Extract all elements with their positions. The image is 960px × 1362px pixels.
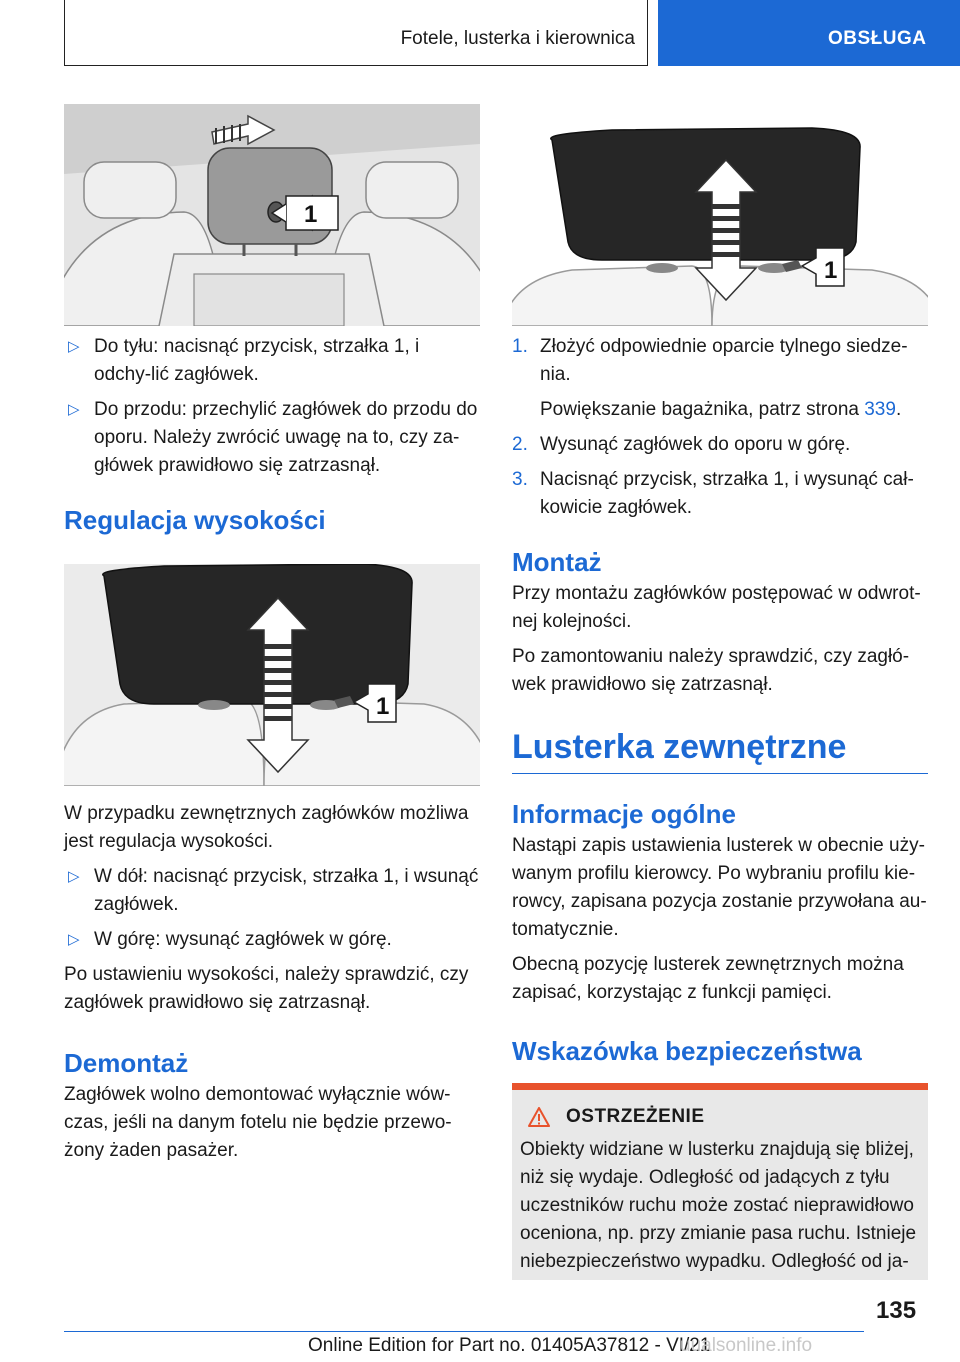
header-chapter-tab-label: OBSŁUGA (828, 28, 927, 49)
page-number: 135 (876, 1297, 917, 1324)
header-section-box (64, 0, 648, 66)
mount-text-1: Przy montażu zagłówków postępować w odwrot-nej kolejności. (512, 583, 921, 632)
figure-headrest-tilt (64, 104, 480, 326)
height-after-text: Po ustawieniu wysokości, należy sprawdzić, czy zagłówek prawidłowo się zatrzasnął. (64, 964, 469, 1013)
warning-text: Obiekty widziane w lusterku znajdują się bliżej, niż się wydaje. Odległość od jadących z tyłu uczestników ruchu może zostać nieprawidłowo oceniona, np. przy zmianie pasa ruchu. Istnieje niebezpieczeństwo wypadku. Odległość od ja- (520, 1139, 917, 1272)
height-intro-text: W przypadku zewnętrznych zagłówków możliwa jest regulacja wysokości. (64, 803, 469, 852)
heading-safety-note: Wskazówka bezpieczeństwa (512, 1036, 862, 1066)
bullet-triangle-icon: ▷ (68, 401, 80, 418)
warning-triangle-icon (528, 1107, 550, 1127)
footer-watermark: uualsonline.info (680, 1335, 813, 1356)
bullet-triangle-icon: ▷ (68, 338, 80, 355)
svg-text:1: 1 (824, 257, 838, 284)
heading-general-info: Informacje ogólne (512, 799, 736, 829)
bullet-triangle-icon: ▷ (68, 931, 80, 948)
left-column (64, 104, 480, 1165)
svg-text:1: 1 (376, 693, 390, 720)
warning-box (512, 1083, 928, 1280)
page-link-339[interactable]: 339 (864, 399, 896, 420)
general-text-2: Obecną pozycję lusterek zewnętrznych można zapisać, korzystając z funkcji pamięci. (512, 954, 904, 1003)
footer-edition: Online Edition for Part no. 01405A37812 - VI/21 (308, 1335, 711, 1356)
header-section-title: Fotele, lusterka i kierownica (400, 28, 635, 49)
removal-text: Zagłówek wolno demontować wyłącznie wów-czas, jeśli na danym fotelu nie będzie przewo-żony żaden pasażer. (64, 1084, 452, 1161)
bullet-triangle-icon: ▷ (68, 868, 80, 885)
heading-height-adjustment: Regulacja wysokości (64, 505, 326, 535)
figure-headrest-removal (512, 104, 928, 326)
list-item: ▷ W dół: nacisnąć przycisk, strzałka 1, i wsunąć zagłówek. (64, 863, 480, 919)
removal-steps-list (512, 333, 928, 522)
list-item: ▷ Do tyłu: nacisnąć przycisk, strzałka 1, i odchy-lić zagłówek. (64, 333, 480, 389)
list-item: ▷ Do przodu: przechylić zagłówek do przodu do oporu. Należy zwrócić uwagę na to, czy za-główek prawidłowo się zatrzasnął. (64, 396, 480, 480)
header-chapter-tab[interactable] (658, 0, 960, 66)
right-column (512, 104, 928, 1280)
list-item: 3. Nacisnąć przycisk, strzałka 1, i wysunąć cał-kowicie zagłówek. (512, 469, 914, 518)
list-item: ▷ W górę: wysunąć zagłówek w górę. (64, 926, 480, 954)
tilt-bullet-list (64, 333, 480, 480)
chapter-rule (512, 773, 928, 774)
warning-label: OSTRZEŻENIE (566, 1106, 705, 1127)
heading-mounting: Montaż (512, 547, 602, 577)
mount-text-2: Po zamontowaniu należy sprawdzić, czy zagłó-wek prawidłowo się zatrzasnął. (512, 646, 910, 695)
height-bullet-list (64, 863, 480, 954)
step-reference: Powiększanie bagażnika, patrz strona 339. (540, 399, 902, 420)
chapter-title: Lusterka zewnętrzne (512, 728, 847, 766)
footer-rule (64, 1331, 864, 1332)
list-item: 1. Złożyć odpowiednie oparcie tylnego siedze-nia. Powiększanie bagażnika, patrz strona 339. (512, 333, 928, 424)
svg-text:1: 1 (304, 201, 318, 228)
list-item: 2. Wysunąć zagłówek do oporu w górę. (512, 434, 851, 455)
warning-header (528, 1102, 922, 1132)
heading-removal: Demontaż (64, 1048, 189, 1078)
general-text-1: Nastąpi zapis ustawienia lusterek w obecnie uży-wanym profilu kierowcy. Po wybraniu profilu kie-rowcy, zapisana pozycja zostanie przywołana au-tomatycznie. (512, 835, 927, 940)
figure-headrest-height (64, 564, 480, 786)
